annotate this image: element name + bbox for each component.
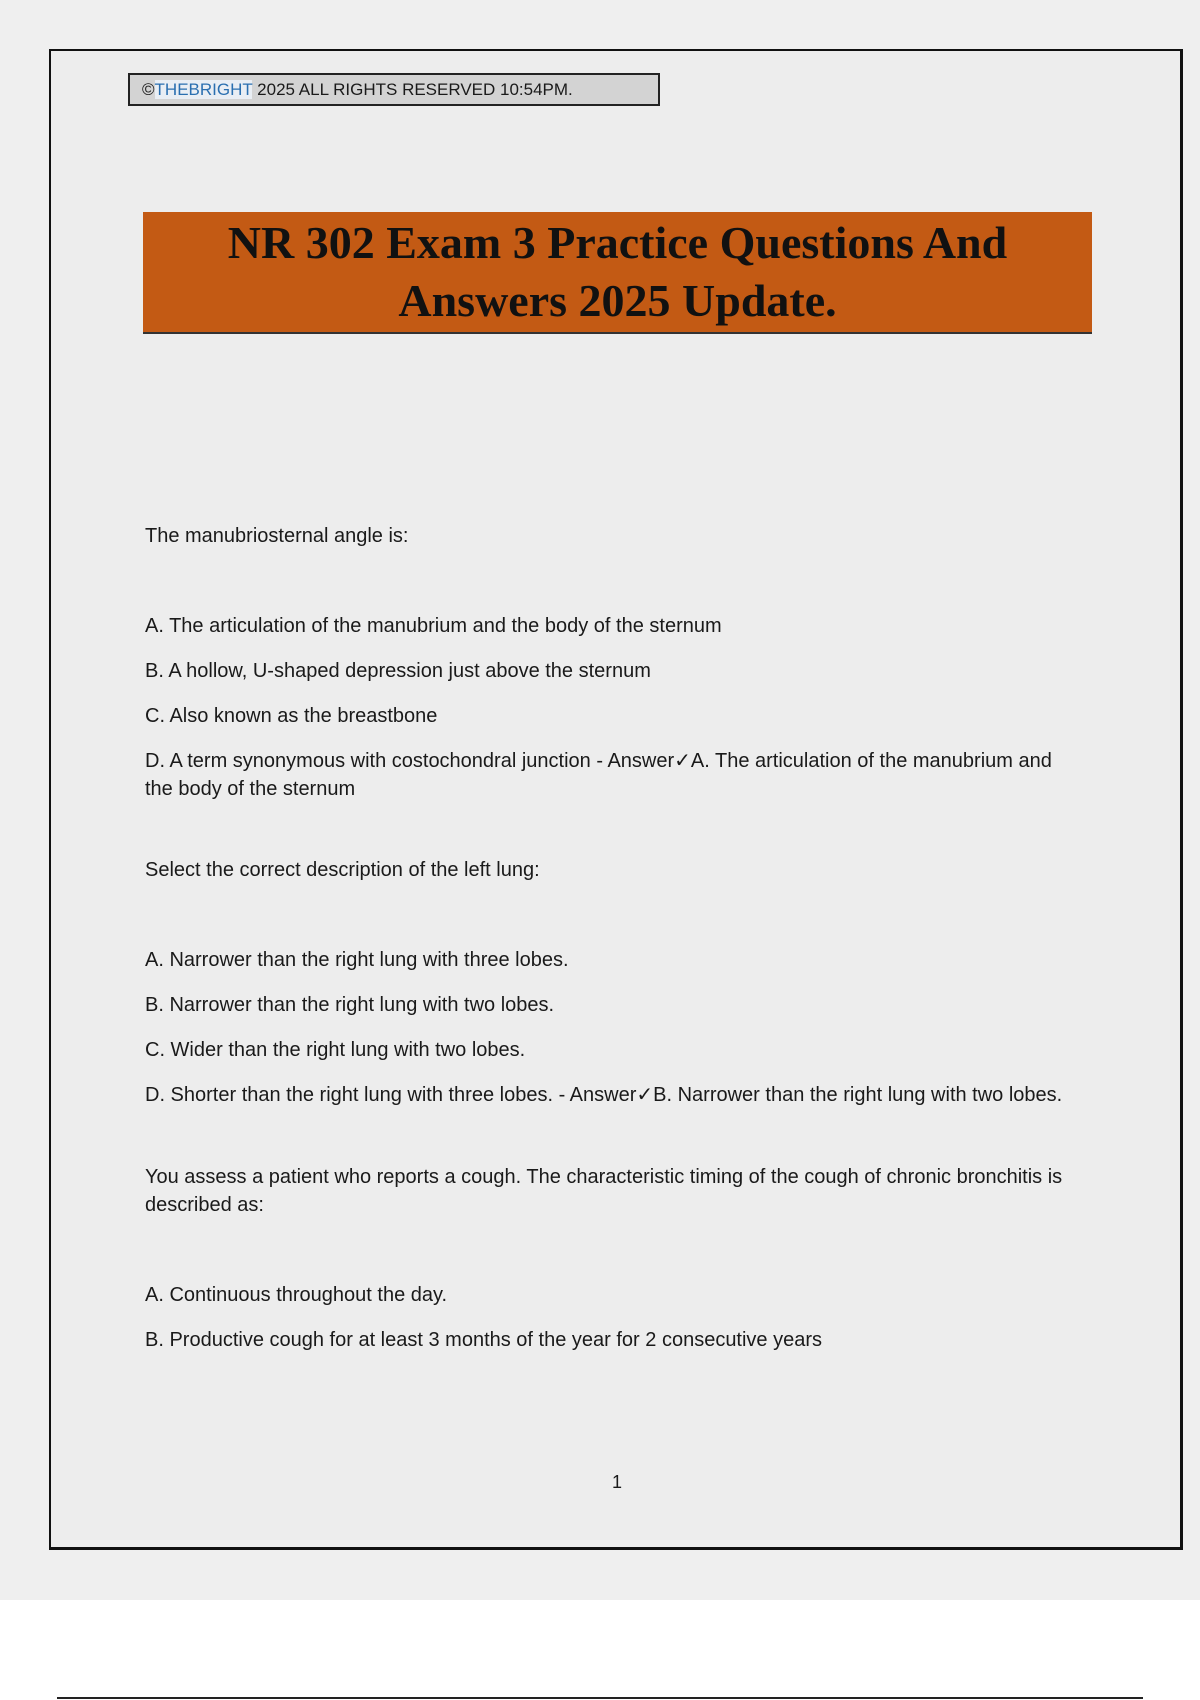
option-b: B. A hollow, U-shaped depression just above the sternum bbox=[145, 660, 651, 682]
option-a: A. Continuous throughout the day. bbox=[145, 1284, 448, 1306]
answer-options bbox=[145, 1281, 1085, 1354]
question-prompt: Select the correct description of the left lung: bbox=[145, 859, 540, 881]
footer-divider bbox=[57, 1697, 1143, 1699]
option-c: C. Also known as the breastbone bbox=[145, 705, 438, 727]
copyright-symbol: © bbox=[142, 80, 155, 99]
copyright-notice bbox=[128, 73, 660, 106]
correct-answer: B. Narrower than the right lung with two lobes. bbox=[653, 1084, 1063, 1106]
title-banner bbox=[143, 212, 1092, 334]
copyright-rights-text: 2025 ALL RIGHTS RESERVED 10:54PM. bbox=[252, 80, 573, 99]
answer-options bbox=[145, 612, 1085, 803]
option-a: A. The articulation of the manubrium and the body of the sternum bbox=[145, 615, 722, 637]
check-mark-icon: ✓ bbox=[636, 1084, 654, 1106]
check-mark-icon: ✓ bbox=[674, 750, 691, 772]
question-block-1 bbox=[145, 522, 1085, 803]
question-block-3 bbox=[145, 1163, 1085, 1354]
option-c: C. Wider than the right lung with two lobes. bbox=[145, 1039, 526, 1061]
question-prompt: You assess a patient who reports a cough. The characteristic timing of the cough of chronic bronchitis is described as: bbox=[145, 1166, 1063, 1216]
option-d-with-answer bbox=[145, 747, 1085, 803]
option-d: D. A term synonymous with costochondral junction - Answer bbox=[145, 750, 675, 772]
page-number: 1 bbox=[611, 1472, 622, 1492]
answer-options bbox=[145, 946, 1085, 1109]
correct-answer: A. The articulation of the manubrium and the body of the sternum bbox=[145, 750, 1052, 800]
option-d: D. Shorter than the right lung with three lobes. - Answer bbox=[145, 1084, 637, 1106]
option-a: A. Narrower than the right lung with three lobes. bbox=[145, 949, 569, 971]
option-b: B. Productive cough for at least 3 months of the year for 2 consecutive years bbox=[145, 1329, 823, 1351]
question-block-2 bbox=[145, 856, 1085, 1109]
title-line-1: NR 302 Exam 3 Practice Questions And bbox=[227, 217, 1008, 268]
copyright-brand: THEBRIGHT bbox=[154, 80, 253, 99]
title-line-2: Answers 2025 Update. bbox=[398, 275, 837, 326]
question-prompt: The manubriosternal angle is: bbox=[145, 525, 409, 547]
option-b: B. Narrower than the right lung with two lobes. bbox=[145, 994, 555, 1016]
document-title bbox=[178, 214, 1058, 330]
option-d-with-answer bbox=[145, 1081, 1085, 1109]
question-list bbox=[145, 522, 1085, 1354]
